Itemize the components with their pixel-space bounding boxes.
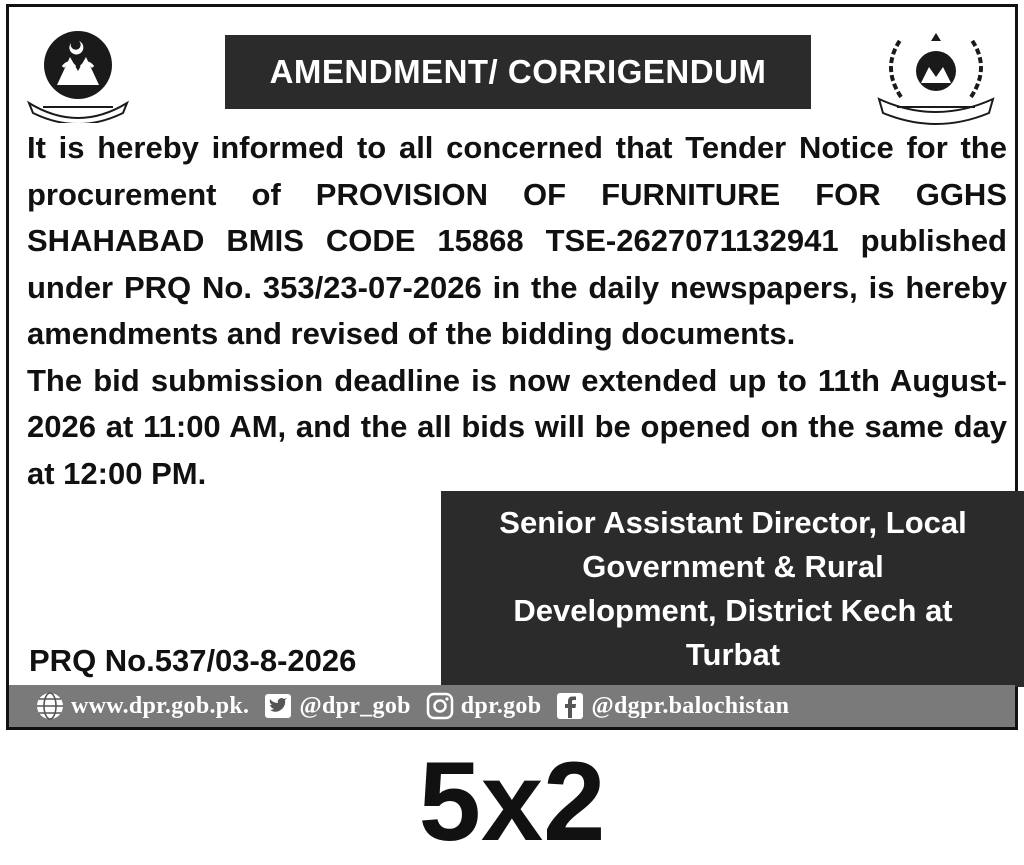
notice-body: [27, 125, 1007, 497]
notice-frame: [6, 4, 1018, 730]
twitter-handle[interactable]: @dpr_gob: [299, 692, 411, 719]
ad-size-label: 5x2: [418, 739, 606, 864]
twitter-icon: [263, 691, 293, 721]
footer-website[interactable]: [35, 691, 249, 721]
facebook-icon: [555, 691, 585, 721]
prq-reference: PRQ No.537/03-8-2026: [29, 643, 357, 678]
signatory-designation: Senior Assistant Director, Local Government & Rural Development, District Kech at Turbat: [499, 505, 967, 672]
dgpr-emblem-logo: [871, 27, 1001, 127]
signature-box: [441, 491, 1024, 687]
footer-social-bar: [9, 685, 1015, 727]
footer-facebook[interactable]: [555, 691, 789, 721]
heading-box: [225, 35, 811, 109]
instagram-handle[interactable]: dpr.gob: [460, 692, 542, 719]
globe-icon: [35, 691, 65, 721]
notice-title: AMENDMENT/ CORRIGENDUM: [269, 53, 767, 90]
instagram-icon: [425, 691, 455, 721]
balochistan-emblem-logo: [23, 23, 133, 123]
facebook-handle[interactable]: @dgpr.balochistan: [591, 692, 790, 719]
footer-twitter[interactable]: [263, 691, 410, 721]
website-link[interactable]: www.dpr.gob.pk.: [71, 692, 250, 719]
notice-paragraph-1: It is hereby informed to all concerned that Tender Notice for the procurement of PROVISION OF FURNITURE FOR GGHS SHAHABAD BMIS CODE 15868 TSE-2627071132941 published under PRQ No. 353/23-07-2026 in the daily newspapers, is hereby amendments and revised of the bidding documents.: [27, 130, 1007, 351]
notice-paragraph-2: The bid submission deadline is now extended up to 11th August-2026 at 11:00 AM, and the all bids will be opened on the same day at 12:00 PM.: [27, 362, 1007, 491]
footer-instagram[interactable]: [425, 691, 542, 721]
